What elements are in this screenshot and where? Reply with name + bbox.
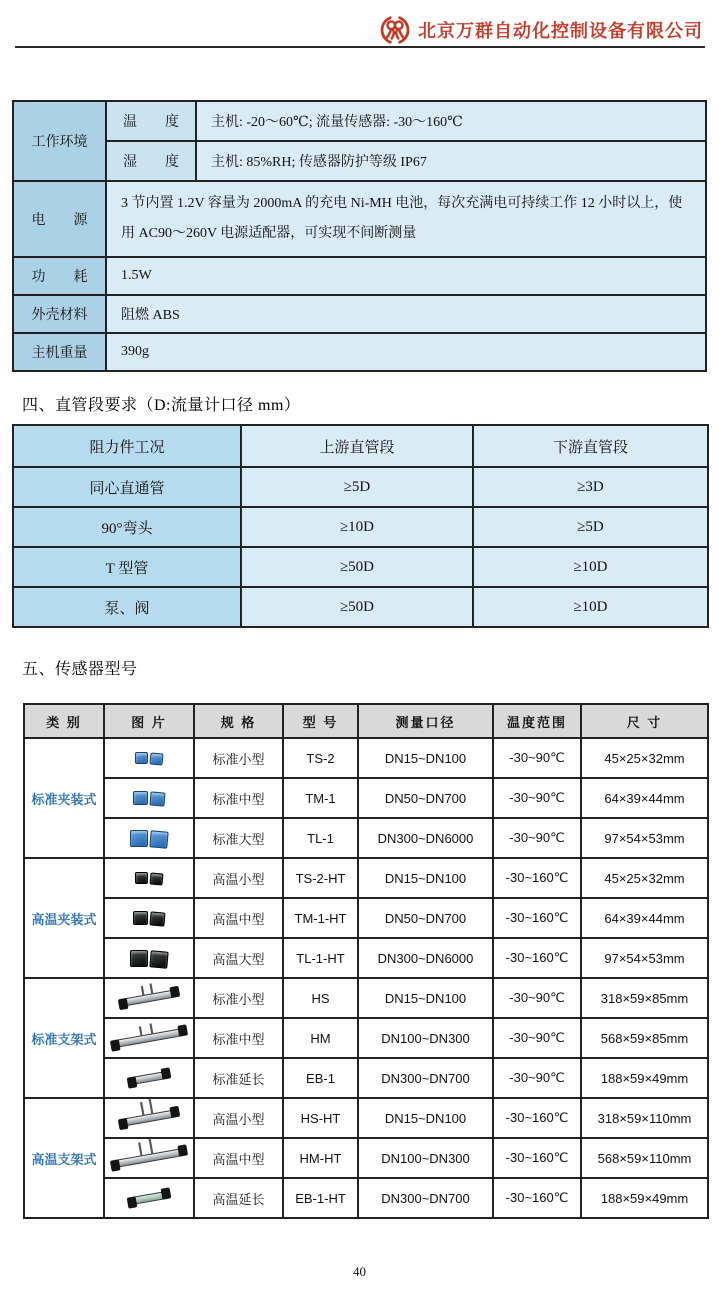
- sensor-photo-cell: [104, 978, 194, 1018]
- table-row: [24, 978, 708, 1018]
- sensor-photo-cell: [104, 1058, 194, 1098]
- spec-cell: 主机: -20～60℃; 流量传感器: -30～160℃: [196, 101, 706, 141]
- cell: 标准小型: [194, 978, 283, 1018]
- cell: TM-1: [283, 778, 358, 818]
- cell: ≥5D: [241, 467, 473, 507]
- cell: 高温中型: [194, 898, 283, 938]
- col-header: 规 格: [194, 704, 283, 738]
- cell: DN300~DN700: [358, 1178, 493, 1218]
- cell: DN300~DN6000: [358, 818, 493, 858]
- sensor-photo-cell: [104, 738, 194, 778]
- table-row: [24, 858, 708, 898]
- cell: HS-HT: [283, 1098, 358, 1138]
- cell: ≥5D: [473, 507, 708, 547]
- col-header: 型 号: [283, 704, 358, 738]
- company-logo-icon: [379, 14, 411, 46]
- cell: 45×25×32mm: [581, 858, 708, 898]
- cell: DN15~DN100: [358, 978, 493, 1018]
- table-row: [24, 1138, 708, 1178]
- table-row: [13, 547, 708, 587]
- black-clamp-sensor-icon: [135, 872, 163, 884]
- cell: 64×39×44mm: [581, 898, 708, 938]
- table-row: [24, 898, 708, 938]
- section5-title: 五、传感器型号: [22, 661, 138, 678]
- table-row: [24, 1058, 708, 1098]
- cell: -30~160℃: [493, 1178, 581, 1218]
- bracket-rail-sensor-icon: [123, 990, 176, 1007]
- spec-row-label: 主机重量: [13, 333, 106, 371]
- spec-row-label: 外壳材料: [13, 295, 106, 333]
- cell: ≥10D: [473, 547, 708, 587]
- extension-rail-ht-sensor-icon: [132, 1191, 167, 1205]
- cell: -30~90℃: [493, 1058, 581, 1098]
- header-divider: [15, 46, 705, 48]
- table-row: [24, 1018, 708, 1058]
- cell: 318×59×85mm: [581, 978, 708, 1018]
- col-header: 尺 寸: [581, 704, 708, 738]
- sensor-photo-cell: [104, 778, 194, 818]
- extension-rail-sensor-icon: [132, 1071, 167, 1085]
- cell: TS-2: [283, 738, 358, 778]
- cell: TL-1: [283, 818, 358, 858]
- blue-clamp-sensor-icon: [130, 830, 168, 847]
- cell: HM: [283, 1018, 358, 1058]
- row-label: 同心直通管: [13, 467, 241, 507]
- table-row: [24, 818, 708, 858]
- black-clamp-sensor-icon: [130, 950, 168, 967]
- spec-row-label: 电 源: [13, 181, 106, 257]
- cell: DN50~DN700: [358, 898, 493, 938]
- spec-row-label: 功 耗: [13, 257, 106, 295]
- cell: DN300~DN6000: [358, 938, 493, 978]
- sensor-photo-cell: [104, 1178, 194, 1218]
- cell: 568×59×110mm: [581, 1138, 708, 1178]
- sensor-model-table: [23, 703, 709, 1219]
- sensor-photo-cell: [104, 858, 194, 898]
- page-number: 40: [353, 1264, 366, 1279]
- cell: -30~90℃: [493, 818, 581, 858]
- spec-cell: 主机: 85%RH; 传感器防护等级 IP67: [196, 141, 706, 181]
- cell: -30~160℃: [493, 938, 581, 978]
- cell: -30~90℃: [493, 778, 581, 818]
- cell: ≥10D: [473, 587, 708, 627]
- cell: HM-HT: [283, 1138, 358, 1178]
- straight-run-table: [12, 424, 709, 628]
- category-label: 标准支架式: [24, 978, 104, 1098]
- cell: -30~160℃: [493, 898, 581, 938]
- cell: ≥3D: [473, 467, 708, 507]
- cell: EB-1: [283, 1058, 358, 1098]
- cell: 64×39×44mm: [581, 778, 708, 818]
- cell: 188×59×49mm: [581, 1178, 708, 1218]
- cell: TS-2-HT: [283, 858, 358, 898]
- sensor-photo-cell: [104, 1138, 194, 1178]
- cell: 高温中型: [194, 1138, 283, 1178]
- sensor-photo-cell: [104, 898, 194, 938]
- table-row: [24, 1098, 708, 1138]
- cell: DN15~DN100: [358, 858, 493, 898]
- black-clamp-sensor-icon: [133, 911, 165, 925]
- cell: 标准延长: [194, 1058, 283, 1098]
- col-header: 阻力件工况: [13, 425, 241, 467]
- cell: DN50~DN700: [358, 778, 493, 818]
- cell: DN15~DN100: [358, 738, 493, 778]
- cell: HS: [283, 978, 358, 1018]
- spec-cell: 3 节内置 1.2V 容量为 2000mA 的充电 Ni-MH 电池，每次充满电可持续工作 12 小时以上，使用 AC90～260V 电源适配器，可实现不间断测量: [106, 181, 706, 257]
- table-row: [13, 587, 708, 627]
- cell: 97×54×53mm: [581, 818, 708, 858]
- spec-sub-key: 温 度: [106, 101, 196, 141]
- cell: EB-1-HT: [283, 1178, 358, 1218]
- sensor-photo-cell: [104, 1098, 194, 1138]
- cell: -30~90℃: [493, 1018, 581, 1058]
- category-label: 高温夹装式: [24, 858, 104, 978]
- cell: DN100~DN300: [358, 1138, 493, 1178]
- table-row: [13, 507, 708, 547]
- table-row: [13, 467, 708, 507]
- cell: 188×59×49mm: [581, 1058, 708, 1098]
- category-label: 标准夹装式: [24, 738, 104, 858]
- cell: 标准中型: [194, 1018, 283, 1058]
- table-row: [24, 738, 708, 778]
- blue-clamp-sensor-icon: [133, 791, 165, 805]
- spec-row-label: 工作环境: [13, 101, 106, 181]
- section4-title: 四、直管段要求（D:流量计口径 mm）: [22, 397, 301, 414]
- col-header: 下游直管段: [473, 425, 708, 467]
- table-row: [24, 778, 708, 818]
- cell: ≥50D: [241, 547, 473, 587]
- blue-clamp-sensor-icon: [135, 752, 163, 764]
- spec-table: [12, 100, 707, 372]
- col-header: 温度范围: [493, 704, 581, 738]
- sensor-photo-cell: [104, 1018, 194, 1058]
- bracket-rail-ht-sensor-icon: [115, 1148, 183, 1168]
- cell: 97×54×53mm: [581, 938, 708, 978]
- sensor-photo-cell: [104, 938, 194, 978]
- spec-cell: 1.5W: [106, 257, 706, 295]
- cell: 标准小型: [194, 738, 283, 778]
- cell: -30~160℃: [493, 1138, 581, 1178]
- cell: -30~160℃: [493, 858, 581, 898]
- cell: 318×59×110mm: [581, 1098, 708, 1138]
- spec-cell: 阻燃 ABS: [106, 295, 706, 333]
- row-label: T 型管: [13, 547, 241, 587]
- spec-sub-key: 湿 度: [106, 141, 196, 181]
- col-header: 图 片: [104, 704, 194, 738]
- cell: DN15~DN100: [358, 1098, 493, 1138]
- table-row: [24, 1178, 708, 1218]
- cell: 高温延长: [194, 1178, 283, 1218]
- row-label: 泵、阀: [13, 587, 241, 627]
- table-row: [24, 938, 708, 978]
- cell: 45×25×32mm: [581, 738, 708, 778]
- cell: 高温小型: [194, 858, 283, 898]
- company-name: 北京万群自动化控制设备有限公司: [418, 21, 703, 41]
- spec-cell: 390g: [106, 333, 706, 371]
- bracket-rail-ht-sensor-icon: [123, 1110, 176, 1127]
- cell: 标准大型: [194, 818, 283, 858]
- company-header: [379, 14, 703, 46]
- cell: DN300~DN700: [358, 1058, 493, 1098]
- cell: -30~90℃: [493, 738, 581, 778]
- cell: DN100~DN300: [358, 1018, 493, 1058]
- cell: -30~160℃: [493, 1098, 581, 1138]
- row-label: 90°弯头: [13, 507, 241, 547]
- cell: 标准中型: [194, 778, 283, 818]
- col-header: 上游直管段: [241, 425, 473, 467]
- cell: ≥50D: [241, 587, 473, 627]
- bracket-rail-sensor-icon: [115, 1028, 183, 1048]
- cell: TM-1-HT: [283, 898, 358, 938]
- cell: 568×59×85mm: [581, 1018, 708, 1058]
- cell: 高温小型: [194, 1098, 283, 1138]
- sensor-photo-cell: [104, 818, 194, 858]
- cell: TL-1-HT: [283, 938, 358, 978]
- category-label: 高温支架式: [24, 1098, 104, 1218]
- cell: 高温大型: [194, 938, 283, 978]
- cell: ≥10D: [241, 507, 473, 547]
- col-header: 测量口径: [358, 704, 493, 738]
- cell: -30~90℃: [493, 978, 581, 1018]
- col-header: 类 别: [24, 704, 104, 738]
